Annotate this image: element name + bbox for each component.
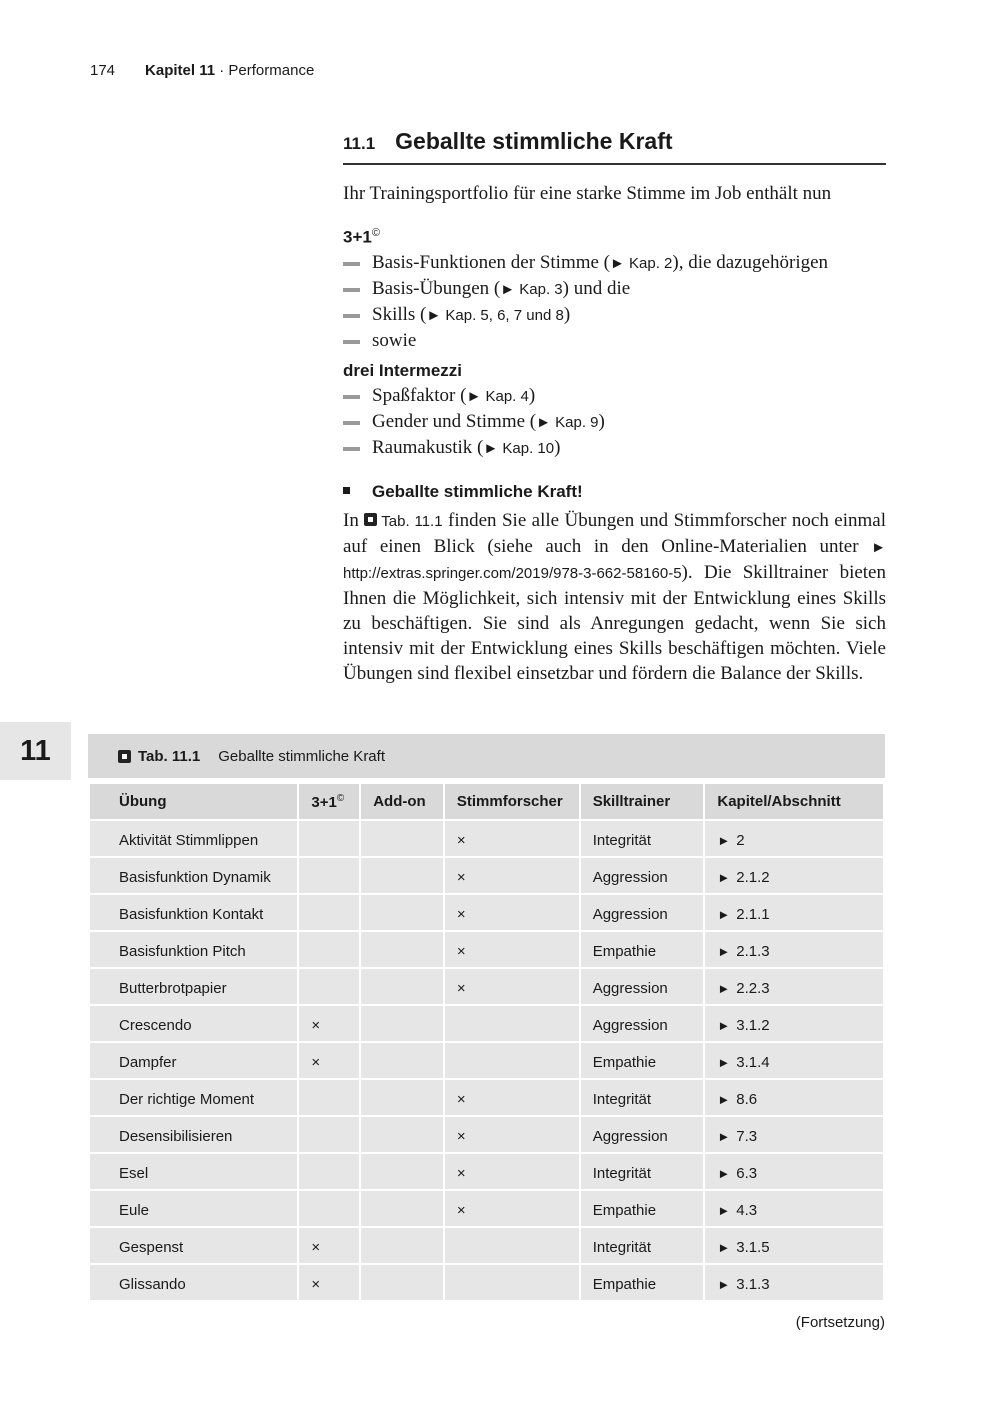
- square-bullet-icon: [343, 487, 350, 494]
- column-header: [298, 783, 360, 820]
- chapter-ref-cell[interactable]: [704, 1264, 884, 1301]
- addon-mark-cell: [360, 1153, 444, 1190]
- skilltrainer-cell: Empathie: [580, 1190, 705, 1227]
- researcher-mark-cell: ×: [444, 1190, 580, 1227]
- exercise-name-cell: Crescendo: [89, 1005, 298, 1042]
- item-text: Spaßfaktor (: [372, 385, 467, 406]
- table-row: [89, 931, 884, 968]
- item-text: Raumakustik (: [372, 437, 484, 458]
- column-header: Stimmforscher: [444, 783, 580, 820]
- basic-mark-cell: [298, 968, 360, 1005]
- addon-mark-cell: [360, 1079, 444, 1116]
- table-title: Geballte stimmliche Kraft: [218, 747, 385, 765]
- running-head-title: Performance: [228, 62, 315, 79]
- page-number: 174: [90, 62, 116, 79]
- group-heading: drei Intermezzi: [343, 361, 463, 380]
- researcher-mark-cell: [444, 1042, 580, 1079]
- item-text: sowie: [372, 329, 417, 351]
- exercise-name-cell: Basisfunktion Pitch: [89, 931, 298, 968]
- arrow-icon: ►: [717, 1129, 731, 1144]
- group-list: [343, 250, 886, 353]
- table-icon: [364, 513, 377, 526]
- item-text-after: ): [528, 385, 536, 406]
- item-text-after: ): [598, 411, 605, 432]
- exercise-name-cell: Esel: [89, 1153, 298, 1190]
- table-link[interactable]: Tab. 11.1: [381, 513, 443, 530]
- table-row: [89, 1227, 884, 1264]
- addon-mark-cell: [360, 857, 444, 894]
- arrow-icon: ►: [717, 1018, 731, 1033]
- table-caption: [88, 734, 885, 778]
- basic-mark-cell: [298, 820, 360, 857]
- chapter-ref-cell[interactable]: [704, 968, 884, 1005]
- chapter-ref-cell[interactable]: [704, 1116, 884, 1153]
- basic-mark-cell: [298, 894, 360, 931]
- exercise-name-cell: Basisfunktion Dynamik: [89, 857, 298, 894]
- arrow-icon: ►: [717, 1092, 731, 1107]
- group-heading-text: 3+1: [343, 227, 372, 247]
- exercise-name-cell: Aktivität Stimmlippen: [89, 820, 298, 857]
- intro-text: Ihr Trainingsportfolio für eine starke Stimme im Job enthält nun: [343, 183, 832, 204]
- chapter-ref: 3.1.5: [736, 1239, 770, 1256]
- table-row: [89, 1005, 884, 1042]
- exercise-name-cell: Dampfer: [89, 1042, 298, 1079]
- researcher-mark-cell: ×: [444, 1116, 580, 1153]
- item-text: Basis-Funktionen der Stimme (: [372, 251, 611, 273]
- portfolio-group-basics: [343, 221, 886, 353]
- skilltrainer-cell: Integrität: [580, 1227, 705, 1264]
- exercise-name-cell: Gespenst: [89, 1227, 298, 1264]
- chapter-ref: 7.3: [736, 1128, 758, 1145]
- portfolio-group-intermezzi: [343, 359, 886, 461]
- list-item: [343, 250, 886, 276]
- basic-mark-cell: [298, 1153, 360, 1190]
- researcher-mark-cell: ×: [444, 931, 580, 968]
- arrow-icon: ►: [717, 907, 731, 922]
- subheading: [343, 482, 886, 502]
- chapter-ref-cell[interactable]: [704, 857, 884, 894]
- addon-mark-cell: [360, 931, 444, 968]
- list-item: [343, 383, 886, 409]
- running-head-separator: ·: [215, 62, 229, 79]
- section-title: Geballte stimmliche Kraft: [395, 128, 673, 154]
- researcher-mark-cell: ×: [444, 1153, 580, 1190]
- basic-mark-cell: [298, 931, 360, 968]
- list-item: [343, 409, 886, 435]
- chapter-ref-cell[interactable]: [704, 820, 884, 857]
- arrow-icon: ►: [717, 1277, 731, 1292]
- chapter-ref-cell[interactable]: [704, 1227, 884, 1264]
- researcher-mark-cell: [444, 1227, 580, 1264]
- exercise-table: [88, 782, 885, 1302]
- item-text-after: ), die dazugehörigen: [672, 251, 829, 273]
- section-heading: [343, 128, 886, 165]
- addon-mark-cell: [360, 1005, 444, 1042]
- skilltrainer-cell: Integrität: [580, 1079, 705, 1116]
- arrow-icon: ►: [717, 833, 731, 848]
- body-paragraph: [343, 508, 886, 686]
- skilltrainer-cell: Aggression: [580, 1116, 705, 1153]
- chapter-ref-cell[interactable]: [704, 894, 884, 931]
- researcher-mark-cell: [444, 1005, 580, 1042]
- column-header-text: 3+1: [311, 794, 337, 811]
- list-item: [343, 302, 886, 328]
- exercise-name-cell: Basisfunktion Kontakt: [89, 894, 298, 931]
- list-item: [343, 435, 886, 461]
- item-text-after: ): [554, 437, 561, 458]
- column-header: Übung: [89, 783, 298, 820]
- researcher-mark-cell: ×: [444, 968, 580, 1005]
- chapter-ref: 2.2.3: [736, 980, 770, 997]
- arrow-icon: ►: [717, 1055, 731, 1070]
- table-label: Tab. 11.1: [138, 747, 201, 765]
- table-row: [89, 1153, 884, 1190]
- arrow-icon: ►: [717, 981, 731, 996]
- skilltrainer-cell: Aggression: [580, 968, 705, 1005]
- addon-mark-cell: [360, 1042, 444, 1079]
- running-head: [90, 62, 314, 79]
- skilltrainer-cell: Integrität: [580, 1153, 705, 1190]
- skilltrainer-cell: Empathie: [580, 1264, 705, 1301]
- continued-note: (Fortsetzung): [795, 1314, 885, 1331]
- chapter-link[interactable]: ► Kap. 3: [500, 280, 563, 298]
- group-list: [343, 383, 886, 461]
- chapter-ref: 3.1.2: [736, 1017, 770, 1034]
- basic-mark-cell: [298, 1079, 360, 1116]
- addon-mark-cell: [360, 968, 444, 1005]
- researcher-mark-cell: [444, 1264, 580, 1301]
- chapter-link[interactable]: ► Kap. 10: [483, 440, 555, 457]
- basic-mark-cell: [298, 1190, 360, 1227]
- chapter-link[interactable]: ► Kap. 2: [610, 254, 673, 272]
- column-header: Add-on: [360, 783, 444, 820]
- para-text: In: [343, 510, 365, 531]
- researcher-mark-cell: ×: [444, 820, 580, 857]
- basic-mark-cell: ×: [298, 1005, 360, 1042]
- subheading-text: Geballte stimmliche Kraft!: [372, 482, 583, 501]
- chapter-ref-cell[interactable]: [704, 1079, 884, 1116]
- chapter-ref: 6.3: [736, 1165, 758, 1182]
- item-text-after: ): [563, 303, 571, 325]
- basic-mark-cell: ×: [298, 1042, 360, 1079]
- exercise-name-cell: Glissando: [89, 1264, 298, 1301]
- chapter-ref: 4.3: [736, 1202, 758, 1219]
- column-header: Kapitel/Abschnitt: [704, 783, 884, 820]
- table-row: [89, 1042, 884, 1079]
- list-item: [343, 276, 886, 302]
- addon-mark-cell: [360, 894, 444, 931]
- chapter-ref: 2.1.3: [736, 943, 770, 960]
- chapter-ref: 3.1.3: [736, 1276, 770, 1293]
- chapter-link[interactable]: ► Kap. 9: [536, 414, 599, 431]
- table-row: [89, 857, 884, 894]
- chapter-tab: 11: [0, 722, 71, 780]
- basic-mark-cell: [298, 1116, 360, 1153]
- chapter-label: Kapitel 11: [145, 62, 216, 79]
- addon-mark-cell: [360, 1190, 444, 1227]
- addon-mark-cell: [360, 1116, 444, 1153]
- table-icon: [118, 750, 131, 763]
- basic-mark-cell: [298, 857, 360, 894]
- skilltrainer-cell: Integrität: [580, 820, 705, 857]
- copyright-sup: ©: [371, 227, 380, 239]
- table-row: [89, 1079, 884, 1116]
- chapter-ref: 3.1.4: [736, 1054, 770, 1071]
- item-text: Skills (: [372, 303, 427, 325]
- addon-mark-cell: [360, 820, 444, 857]
- skilltrainer-cell: Empathie: [580, 931, 705, 968]
- arrow-icon: ►: [717, 1240, 731, 1255]
- table-body: [89, 820, 884, 1301]
- group-heading: [343, 221, 886, 250]
- skilltrainer-cell: Aggression: [580, 894, 705, 931]
- chapter-ref-cell[interactable]: [704, 931, 884, 968]
- copyright-sup: ©: [336, 793, 345, 804]
- item-text: Basis-Übungen (: [372, 277, 501, 299]
- table-row: [89, 1116, 884, 1153]
- addon-mark-cell: [360, 1264, 444, 1301]
- researcher-mark-cell: ×: [444, 1079, 580, 1116]
- addon-mark-cell: [360, 1227, 444, 1264]
- item-text-after: ) und die: [562, 277, 631, 299]
- online-materials-link[interactable]: ► http://extras.springer.com/2019/978-3-662-58160-5: [343, 539, 886, 582]
- basic-mark-cell: ×: [298, 1227, 360, 1264]
- chapter-ref: 8.6: [736, 1091, 758, 1108]
- chapter-ref: 2: [736, 832, 745, 849]
- list-item: [343, 328, 886, 353]
- skilltrainer-cell: Empathie: [580, 1042, 705, 1079]
- researcher-mark-cell: ×: [444, 857, 580, 894]
- chapter-ref-cell[interactable]: [704, 1153, 884, 1190]
- arrow-icon: ►: [717, 1166, 731, 1181]
- table-row: [89, 820, 884, 857]
- exercise-name-cell: Eule: [89, 1190, 298, 1227]
- chapter-link[interactable]: ► Kap. 5, 6, 7 und 8: [426, 306, 564, 324]
- skilltrainer-cell: Aggression: [580, 857, 705, 894]
- exercise-name-cell: Desensibilisieren: [89, 1116, 298, 1153]
- chapter-ref-cell[interactable]: [704, 1190, 884, 1227]
- researcher-mark-cell: ×: [444, 894, 580, 931]
- table-row: [89, 894, 884, 931]
- arrow-icon: ►: [717, 870, 731, 885]
- exercise-name-cell: Der richtige Moment: [89, 1079, 298, 1116]
- exercise-name-cell: Butterbrotpapier: [89, 968, 298, 1005]
- table-row: [89, 1264, 884, 1301]
- chapter-ref-cell[interactable]: [704, 1005, 884, 1042]
- arrow-icon: ►: [717, 1203, 731, 1218]
- chapter-ref-cell[interactable]: [704, 1042, 884, 1079]
- skilltrainer-cell: Aggression: [580, 1005, 705, 1042]
- para-text: ). Die Skilltrainer bieten Ihnen die Möglichkeit, sich intensiv mit der Entwicklung eines Skills zu beschäftigen. Sie sind als Anregungen gedacht, wenn Sie sich intensiv mit der Entwicklung eines Skills beschäftigen möchten. Viele Übungen sind flexibel einsetzbar und fördern die Balance der Skills.: [343, 562, 886, 684]
- chapter-ref: 2.1.1: [736, 906, 770, 923]
- table-row: [89, 1190, 884, 1227]
- chapter-ref: 2.1.2: [736, 869, 770, 886]
- basic-mark-cell: ×: [298, 1264, 360, 1301]
- table-row: [89, 968, 884, 1005]
- arrow-icon: ►: [717, 944, 731, 959]
- section-number: 11.1: [343, 134, 376, 153]
- column-header: Skilltrainer: [580, 783, 705, 820]
- table-header-row: [89, 783, 884, 820]
- chapter-link[interactable]: ► Kap. 4: [466, 388, 529, 405]
- item-text: Gender und Stimme (: [372, 411, 537, 432]
- para-text: finden Sie alle Übungen und Stimmforscher noch einmal auf einen Blick (siehe auch in den Online-Materialien unter: [343, 510, 886, 557]
